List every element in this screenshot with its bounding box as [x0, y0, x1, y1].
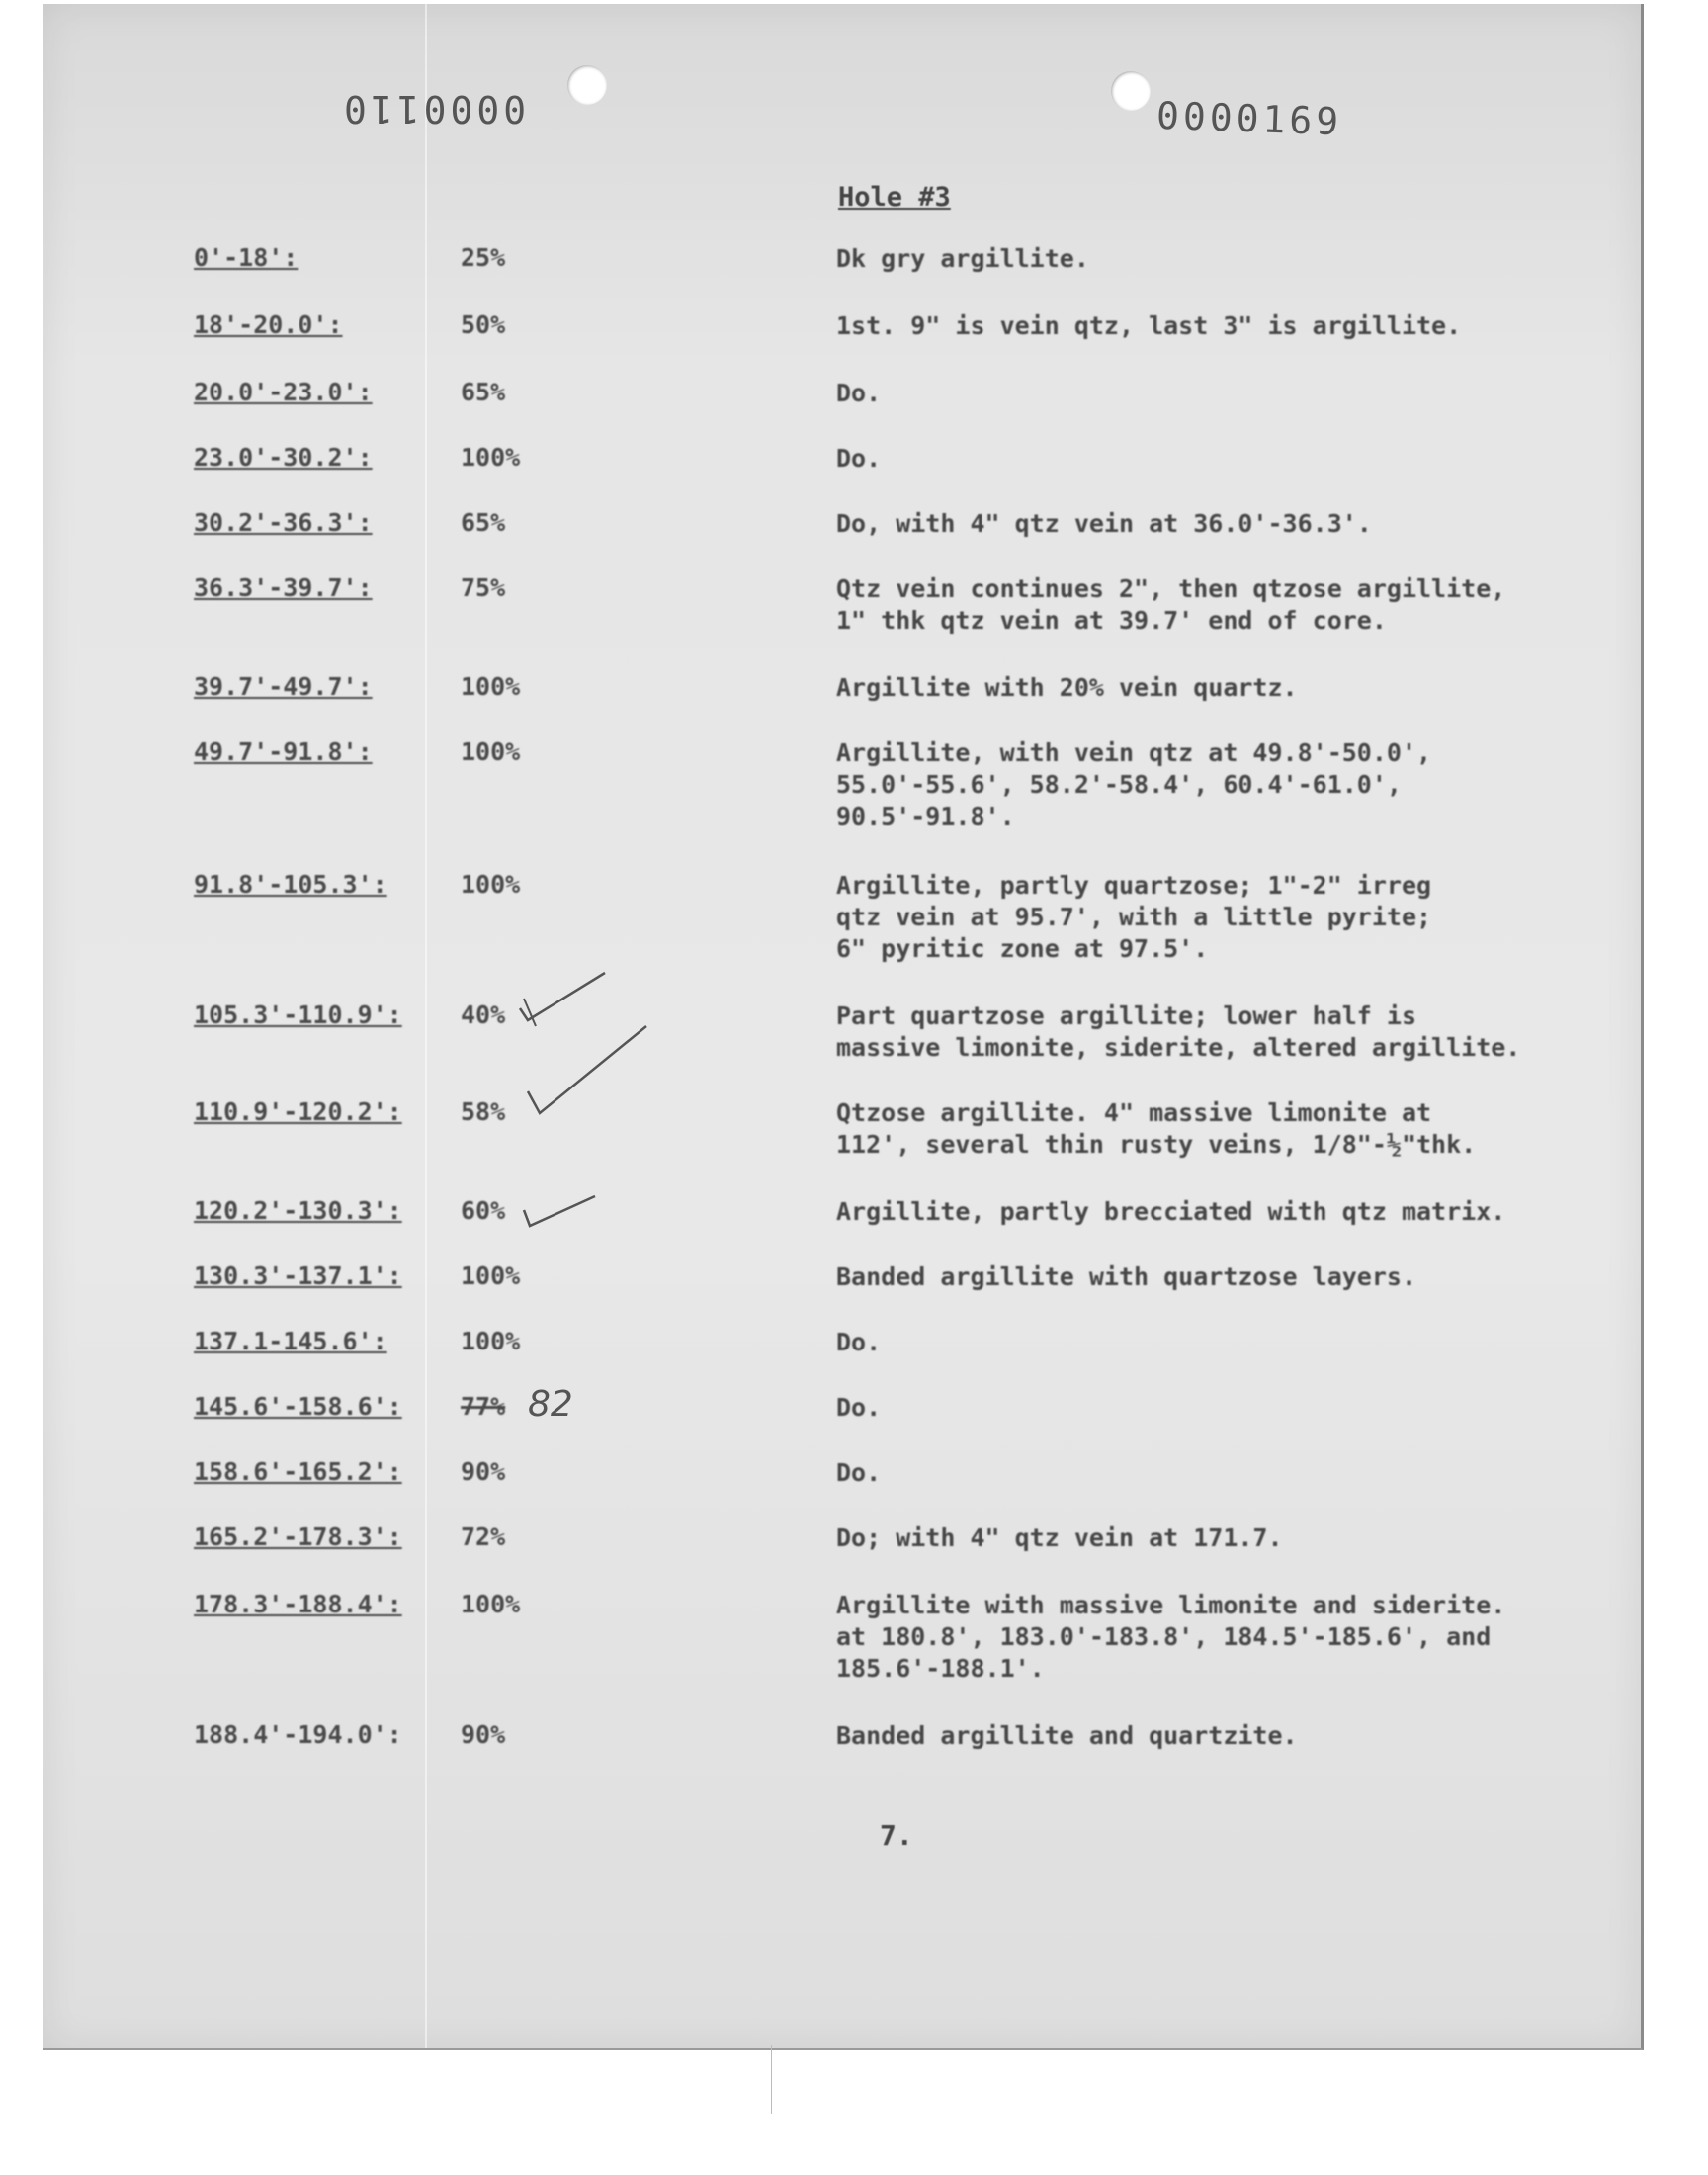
description: [836, 508, 1607, 540]
depth-interval: 158.6'-165.2':: [194, 1457, 402, 1486]
handwritten-correction: 82: [528, 1384, 573, 1425]
description: [836, 378, 1607, 409]
checkmark-icon: [520, 1192, 599, 1232]
description-line: Do.: [836, 1458, 882, 1487]
recovery-percent: 77%: [461, 1392, 506, 1421]
depth-interval: 165.2'-178.3':: [194, 1522, 402, 1551]
description-line: Argillite, partly quartzose; 1"-2" irreg: [836, 871, 1432, 900]
description-line: Qtz vein continues 2", then qtzose argillite,: [836, 574, 1506, 603]
checkmark-icon: [514, 969, 613, 1028]
description-line: 1" thk qtz vein at 39.7' end of core.: [836, 606, 1387, 635]
recovery-percent: 65%: [461, 378, 506, 406]
description-line: Dk gry argillite.: [836, 244, 1089, 273]
recovery-percent: 50%: [461, 310, 506, 339]
recovery-percent: 100%: [461, 870, 521, 899]
description-line: at 180.8', 183.0'-183.8', 184.5'-185.6', and: [836, 1622, 1492, 1651]
depth-interval: 91.8'-105.3':: [194, 870, 387, 899]
description: [836, 1097, 1607, 1161]
depth-interval: 130.3'-137.1':: [194, 1262, 402, 1290]
depth-interval: 49.7'-91.8':: [194, 738, 373, 766]
description: [836, 310, 1607, 342]
description-line: Banded argillite and quartzite.: [836, 1721, 1298, 1750]
description-line: 90.5'-91.8'.: [836, 802, 1015, 830]
description-line: massive limonite, siderite, altered argillite.: [836, 1033, 1521, 1062]
recovery-percent: 75%: [461, 573, 506, 602]
depth-interval: 39.7'-49.7':: [194, 672, 373, 701]
recovery-percent: 100%: [461, 672, 521, 701]
description: [836, 443, 1607, 475]
lower-page-edge-line: [771, 2044, 772, 2114]
description: [836, 1590, 1607, 1685]
recovery-percent: 100%: [461, 1262, 521, 1290]
description-line: Argillite with massive limonite and siderite.: [836, 1591, 1506, 1619]
page-title: Hole #3: [838, 182, 951, 213]
description: [836, 1262, 1607, 1293]
page-number: 7.: [880, 1819, 913, 1852]
description: [836, 1720, 1607, 1752]
description: [836, 573, 1607, 637]
recovery-percent: 72%: [461, 1522, 506, 1551]
recovery-percent: 100%: [461, 1590, 521, 1618]
description-line: Do.: [836, 1393, 882, 1422]
description: [836, 1327, 1607, 1358]
depth-interval: 0'-18':: [194, 243, 299, 272]
recovery-percent: 25%: [461, 243, 506, 272]
recovery-percent: 40%: [461, 1000, 506, 1029]
description: [836, 1522, 1607, 1554]
depth-interval: 120.2'-130.3':: [194, 1196, 402, 1225]
depth-interval: 36.3'-39.7':: [194, 573, 373, 602]
description-line: Banded argillite with quartzose layers.: [836, 1262, 1416, 1291]
depth-interval: 20.0'-23.0':: [194, 378, 373, 406]
punch-hole-right: [1111, 71, 1151, 111]
page-fold-line: [425, 4, 427, 2048]
depth-interval: 137.1-145.6':: [194, 1327, 387, 1355]
description-line: Do, with 4" qtz vein at 36.0'-36.3'.: [836, 509, 1372, 538]
depth-interval: 145.6'-158.6':: [194, 1392, 402, 1421]
description: [836, 738, 1607, 832]
depth-interval: 178.3'-188.4':: [194, 1590, 402, 1618]
description-line: Part quartzose argillite; lower half is: [836, 1001, 1416, 1030]
recovery-percent: 100%: [461, 738, 521, 766]
depth-interval: 110.9'-120.2':: [194, 1097, 402, 1126]
description: [836, 1457, 1607, 1489]
description-line: 6" pyritic zone at 97.5'.: [836, 934, 1209, 963]
description-line: Argillite, with vein qtz at 49.8'-50.0',: [836, 739, 1432, 767]
depth-interval: 23.0'-30.2':: [194, 443, 373, 472]
description: [836, 1392, 1607, 1424]
description-line: Do.: [836, 379, 882, 407]
description-line: Do.: [836, 444, 882, 473]
recovery-percent: 90%: [461, 1457, 506, 1486]
depth-interval: 30.2'-36.3':: [194, 508, 373, 537]
description-line: Argillite with 20% vein quartz.: [836, 673, 1298, 702]
description: [836, 243, 1607, 275]
description-line: 112', several thin rusty veins, 1/8"-½"thk.: [836, 1130, 1477, 1159]
description-line: Argillite, partly brecciated with qtz matrix.: [836, 1197, 1506, 1226]
description-line: 55.0'-55.6', 58.2'-58.4', 60.4'-61.0',: [836, 770, 1402, 799]
description: [836, 672, 1607, 704]
description-line: 1st. 9" is vein qtz, last 3" is argillite.: [836, 311, 1462, 340]
description: [836, 870, 1607, 965]
recovery-percent: 90%: [461, 1720, 506, 1749]
recovery-percent: 100%: [461, 443, 521, 472]
recovery-percent: 60%: [461, 1196, 506, 1225]
recovery-percent: 65%: [461, 508, 506, 537]
description-line: qtz vein at 95.7', with a little pyrite;: [836, 903, 1432, 931]
description-line: Qtzose argillite. 4" massive limonite at: [836, 1098, 1432, 1127]
stamp-number-left: 0000110: [340, 87, 527, 130]
description-line: Do.: [836, 1328, 882, 1356]
depth-interval: 105.3'-110.9':: [194, 1000, 402, 1029]
recovery-percent: 100%: [461, 1327, 521, 1355]
description-line: Do; with 4" qtz vein at 171.7.: [836, 1523, 1283, 1552]
description: [836, 1196, 1607, 1228]
description: [836, 1000, 1607, 1064]
depth-interval: 18'-20.0':: [194, 310, 343, 339]
depth-interval: 188.4'-194.0':: [194, 1720, 402, 1749]
checkmark-icon: [524, 1022, 652, 1121]
stamp-number-right: 0000169: [1155, 93, 1343, 144]
punch-hole-left: [567, 65, 607, 105]
description-line: 185.6'-188.1'.: [836, 1654, 1045, 1683]
recovery-percent: 58%: [461, 1097, 506, 1126]
